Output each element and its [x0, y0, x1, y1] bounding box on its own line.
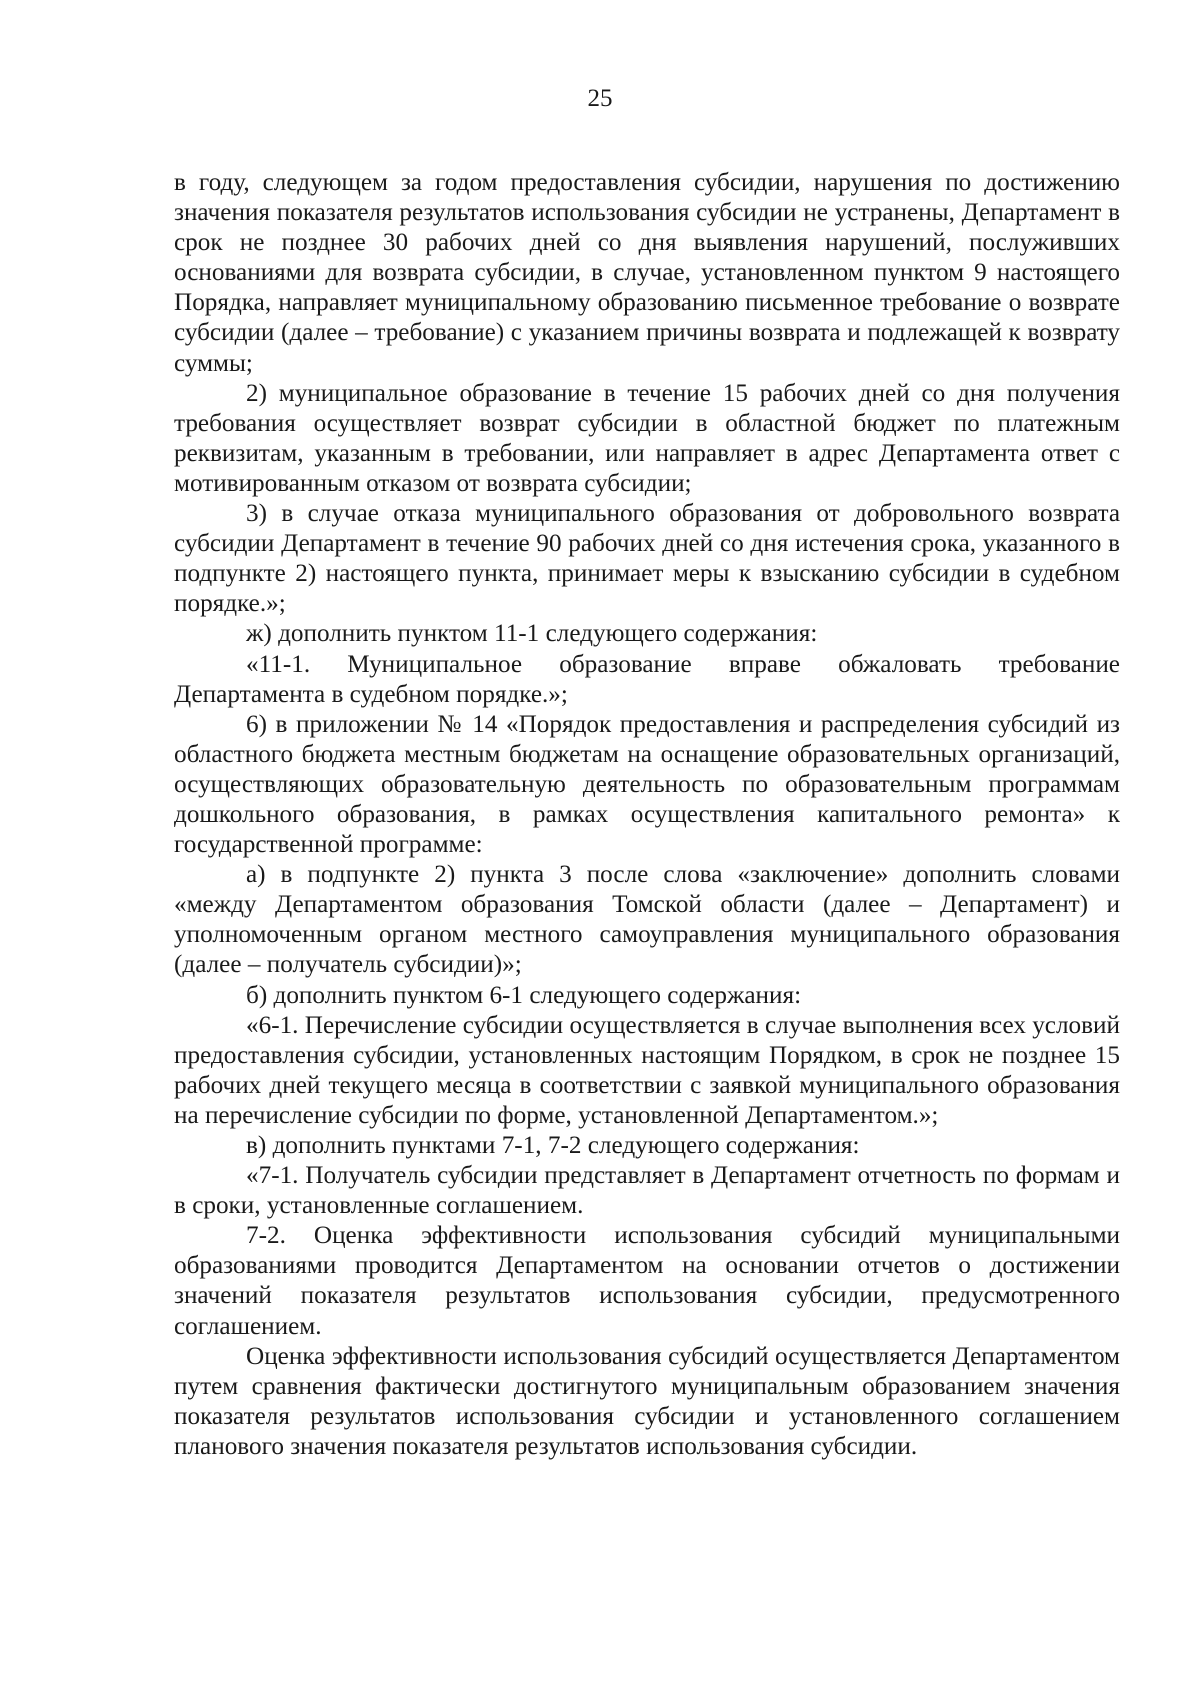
paragraph: в году, следующем за годом предоставления субсидии, нарушения по достижению значения показателя результатов использования субсидии не устранены, Департамент в срок не позднее 30 рабочих дней со дня выявления нарушений, послуживших основаниями для возврата субсидии, в случае, установленном пунктом 9 настоящего Порядка, направляет муниципальному образованию письменное требование о возврате субсидии (далее – требование) с указанием причины возврата и подлежащей к возврату суммы; [174, 169, 1120, 377]
page-number: 25 [587, 85, 613, 112]
paragraph: 6) в приложении № 14 «Порядок предоставления и распределения субсидий из областного бюджета местным бюджетам на оснащение образовательных организаций, осуществляющих образовательную деятельность по образовательным программам дошкольного образования, в рамках осуществления капитального ремонта» к государственной программе: [174, 710, 1120, 859]
paragraph: «6-1. Перечисление субсидии осуществляется в случае выполнения всех условий предоставления субсидии, установленных настоящим Порядком, в срок не позднее 15 рабочих дней текущего месяца в соответствии с заявкой муниципального образования на перечисление субсидии по форме, установленной Департаментом.»; [174, 1011, 1120, 1129]
paragraph: «11-1. Муниципальное образование вправе обжаловать требование Департамента в судебном порядке.»; [174, 650, 1120, 708]
paragraph: б) дополнить пунктом 6-1 следующего содержания: [246, 981, 802, 1009]
paragraph: а) в подпункте 2) пункта 3 после слова «заключение» дополнить словами «между Департаментом образования Томской области (далее – Департамент) и уполномоченным органом местного самоуправления муниципального образования (далее – получатель субсидии)»; [174, 861, 1120, 979]
paragraph: «7-1. Получатель субсидии представляет в Департамент отчетность по формам и в сроки, установленные соглашением. [174, 1162, 1120, 1220]
paragraph: 2) муниципальное образование в течение 15 рабочих дней со дня получения требования осуществляет возврат субсидии в областной бюджет по платежным реквизитам, указанным в требовании, или направляет в адрес Департамента ответ с мотивированным отказом от возврата субсидии; [174, 379, 1120, 497]
paragraph: Оценка эффективности использования субсидий осуществляется Департаментом путем сравнения фактически достигнутого муниципальным образованием значения показателя результатов использования субсидии и установленного соглашением планового значения показателя результатов использования субсидии. [174, 1342, 1120, 1460]
paragraph: в) дополнить пунктами 7-1, 7-2 следующего содержания: [246, 1132, 860, 1159]
paragraph: 7-2. Оценка эффективности использования субсидий муниципальными образованиями проводится Департаментом на основании отчетов о достижении значений показателя результатов использования субсидии, предусмотренного соглашением. [174, 1222, 1120, 1340]
paragraph: ж) дополнить пунктом 11-1 следующего содержания: [246, 620, 818, 648]
document-body [174, 168, 1120, 1462]
paragraph: 3) в случае отказа муниципального образования от добровольного возврата субсидии Департамент в течение 90 рабочих дней со дня истечения срока, указанного в подпункте 2) настоящего пункта, принимает меры к взысканию субсидии в судебном порядке.»; [174, 500, 1120, 618]
